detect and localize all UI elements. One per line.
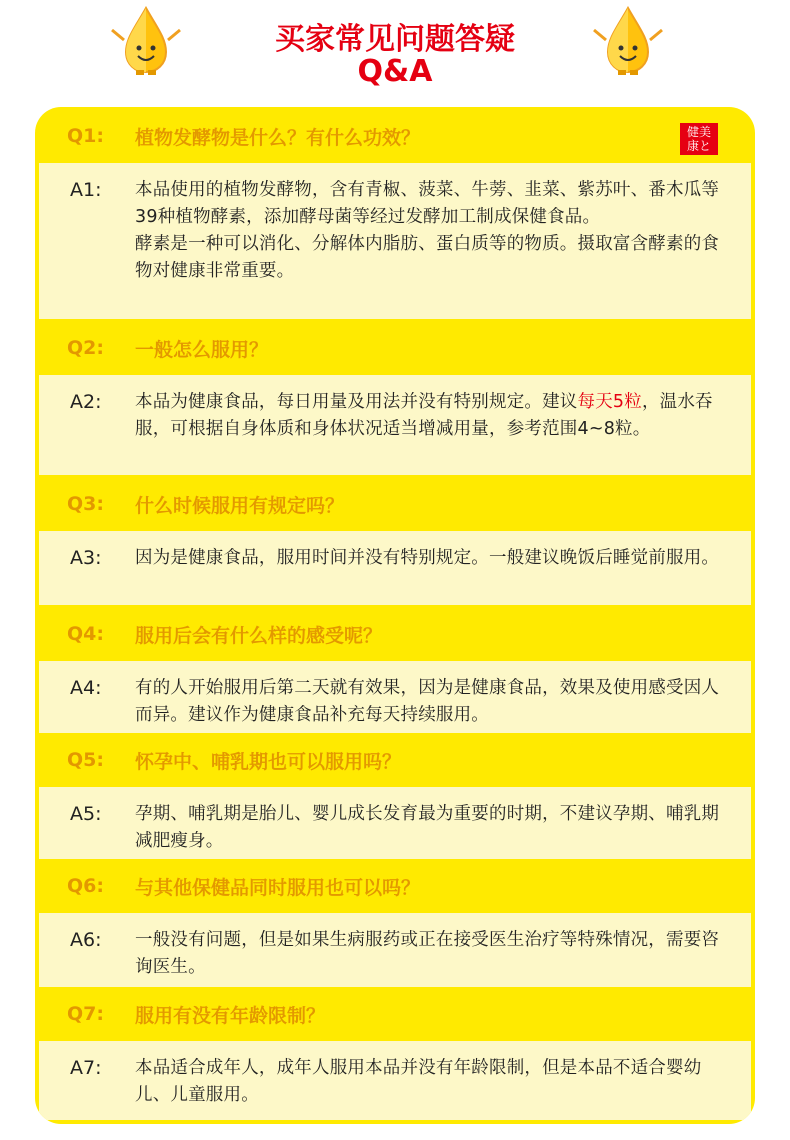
question-row xyxy=(35,607,755,661)
qa-panel xyxy=(35,107,755,1124)
question-row xyxy=(35,733,755,787)
answer-text-post: ，温水吞服，可根据自身体质和身体状况适当增减用量，参考范围4~8粒。 xyxy=(135,392,713,439)
answer-box xyxy=(39,787,751,859)
answer-box xyxy=(39,913,751,987)
answer-text xyxy=(135,389,731,443)
question-text: 植物发酵物是什么？有什么功效？ xyxy=(135,126,421,149)
question-number: Q2: xyxy=(67,337,104,359)
answer-box xyxy=(39,661,751,733)
answer-text: 因为是健康食品，服用时间并没有特别规定。一般建议晚饭后睡觉前服用。 xyxy=(135,548,720,568)
answer-number: A7: xyxy=(70,1057,102,1079)
answer-box xyxy=(39,163,751,319)
question-number: Q1: xyxy=(67,125,104,147)
answer-box xyxy=(39,531,751,605)
question-text: 服用有没有年龄限制？ xyxy=(135,1004,326,1027)
page-subtitle: Q&A xyxy=(357,54,433,89)
question-row xyxy=(35,321,755,375)
question-row xyxy=(35,477,755,531)
answer-text: 一般没有问题，但是如果生病服药或正在接受医生治疗等特殊情况，需要咨询医生。 xyxy=(135,930,720,977)
answer-text: 有的人开始服用后第二天就有效果，因为是健康食品，效果及使用感受因人而异。建议作为健康食品补充每天持续服用。 xyxy=(135,678,720,725)
question-row xyxy=(35,859,755,913)
answer-number: A6: xyxy=(70,929,102,951)
answer-text: 孕期、哺乳期是胎儿、婴儿成长发育最为重要的时期，不建议孕期、哺乳期减肥瘦身。 xyxy=(135,804,720,851)
answer-text: 本品适合成年人，成年人服用本品并没有年龄限制，但是本品不适合婴幼儿、儿童服用。 xyxy=(135,1058,702,1105)
header xyxy=(0,0,790,100)
answer-number: A3: xyxy=(70,547,102,569)
question-row xyxy=(35,109,755,163)
answer-text-pre: 本品为健康食品，每日用量及用法并没有特别规定。建议 xyxy=(135,392,578,412)
answer-number: A4: xyxy=(70,677,102,699)
answer-number: A1: xyxy=(70,179,102,201)
answer-box xyxy=(39,375,751,475)
answer-text: 本品使用的植物发酵物，含有青椒、菠菜、牛蒡、韭菜、紫苏叶、番木瓜等39种植物酵素，添加酵母菌等经过发酵加工制成保健食品。 酵素是一种可以消化、分解体内脂肪、蛋白质等的物质。摄取富含酵素的食物对健康非常重要。 xyxy=(135,180,720,281)
question-number: Q6: xyxy=(67,875,104,897)
question-row xyxy=(35,987,755,1041)
answer-number: A5: xyxy=(70,803,102,825)
badge-line2: 康と xyxy=(686,139,711,153)
question-number: Q7: xyxy=(67,1003,104,1025)
oil-drop-mascot-icon xyxy=(588,6,668,76)
answer-box xyxy=(39,1041,751,1120)
question-text: 服用后会有什么样的感受呢？ xyxy=(135,624,383,647)
question-number: Q3: xyxy=(67,493,104,515)
page-title: 买家常见问题答疑 xyxy=(275,22,515,57)
question-text: 什么时候服用有规定吗？ xyxy=(135,494,345,517)
question-text: 与其他保健品同时服用也可以吗？ xyxy=(135,876,421,899)
question-number: Q4: xyxy=(67,623,104,645)
question-text: 怀孕中、哺乳期也可以服用吗？ xyxy=(135,750,402,773)
answer-number: A2: xyxy=(70,391,102,413)
answer-dosage-highlight: 每天5粒 xyxy=(577,392,642,412)
badge-line1: 健美 xyxy=(686,125,711,139)
brand-badge xyxy=(680,123,718,155)
question-number: Q5: xyxy=(67,749,104,771)
question-text: 一般怎么服用？ xyxy=(135,338,269,361)
